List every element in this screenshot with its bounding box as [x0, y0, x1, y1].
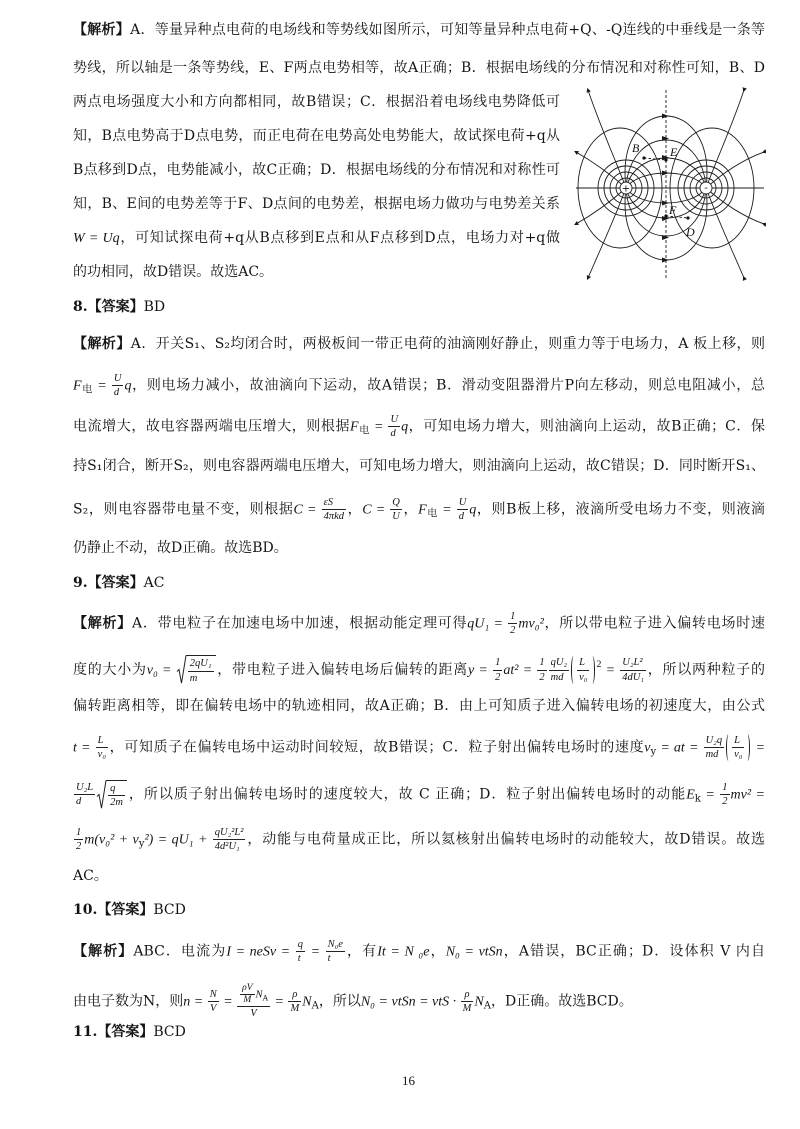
text-line [73, 938, 766, 965]
math-expression: v₀ [579, 671, 588, 683]
math-expression: ρ [292, 988, 298, 1000]
right-paren-shape [745, 734, 750, 761]
fraction [457, 496, 469, 523]
math-expression: U [113, 373, 122, 384]
text-run: 仍静止不动，故D正确。故选BD。 [73, 540, 288, 556]
fraction-numerator [108, 782, 125, 795]
bold-label: 10.【答案】 [73, 902, 154, 918]
fraction [74, 781, 95, 808]
text-line [73, 734, 765, 761]
math-expression: ρV [242, 983, 253, 993]
subscript: A [483, 1000, 492, 1012]
text-run: ，所以质子射出偏转电场时的速度较大，故 C 正确；D．粒子射出偏转电场时的动能 [127, 786, 687, 803]
fraction-numerator [732, 734, 744, 747]
text-run: AC [143, 575, 165, 591]
fraction-numerator [493, 656, 502, 669]
fraction [720, 781, 729, 808]
text-run: ，所以带电粒子进入偏转电场时速 [543, 615, 765, 632]
bold-label: 8.【答案】 [73, 299, 144, 315]
math-expression: F [73, 378, 82, 394]
fraction-numerator [326, 938, 345, 951]
text-run: ，可知试探电荷+q从B点移到E点和从F点移到D点，电场力对+q做 [119, 230, 560, 246]
label-b: B [632, 141, 640, 155]
answer-heading [73, 1020, 765, 1044]
math-expression: N [474, 994, 484, 1010]
math-expression: ²) = qU₁ + [144, 832, 212, 848]
fraction-numerator [322, 496, 346, 509]
fraction-denominator [188, 671, 214, 685]
fraction-numerator [461, 988, 474, 1001]
fraction [74, 826, 83, 853]
bold-label: 9.【答案】 [73, 575, 144, 591]
text-run: ，有 [345, 943, 378, 960]
text-line [73, 413, 766, 440]
fraction [288, 988, 301, 1015]
fraction-denominator [96, 747, 108, 761]
math-expression: V [210, 1002, 217, 1014]
bold-label: 【解析】 [73, 22, 131, 38]
math-expression: t = [73, 740, 95, 756]
math-expression: U₂L [76, 782, 94, 793]
fraction-denominator [549, 670, 569, 684]
text-line [73, 192, 560, 216]
fraction-numerator [74, 781, 95, 794]
fraction-denominator [390, 509, 402, 523]
text-run: ，D正确。故选BCD。 [491, 993, 633, 1010]
fraction [620, 656, 646, 683]
math-expression: 1 [76, 827, 82, 838]
text-run: A．开关S₁、S₂均闭合时，两极板间一带正电荷的油滴刚好静止，则重力等于电场力，A 板上移，则 [130, 336, 765, 352]
text-run: 知，B、E间的电势差等于F、D点间的电势差，根据电场力做功与电势差关系 [73, 196, 560, 212]
subscript: k [694, 793, 701, 805]
math-expression: M [290, 1002, 300, 1014]
square-root [177, 655, 216, 684]
point-d-dot [686, 216, 689, 219]
math-expression: L [734, 735, 740, 746]
fraction-numerator [188, 657, 214, 670]
fraction [390, 496, 402, 523]
subscript: 电 [358, 425, 370, 437]
text-run: ，带电粒子进入偏转电场后偏转的距离 [216, 662, 468, 678]
math-expression: = at = [656, 740, 703, 756]
fraction [213, 826, 246, 853]
text-run: 知，B点电势高于D点电势，而正电荷在电势高处电势能大，故试探电荷+q从 [73, 128, 560, 144]
fraction [322, 496, 346, 523]
text-run: A．等量异种点电荷的电场线和等势线如图所示，可知等量异种点电荷+Q、-Q连线的中垂线是一条等 [130, 22, 765, 38]
math-expression: = [438, 502, 456, 518]
math-expression: q [297, 939, 303, 950]
text-line [73, 158, 560, 182]
math-expression: y = [467, 663, 493, 678]
math-expression: q [469, 502, 477, 518]
subscript: 电 [81, 384, 94, 396]
text-run: BD [143, 299, 166, 315]
fraction [237, 983, 270, 1020]
text-run: ，可知电场力增大，则油滴向上运动，故B正确；C．保 [408, 418, 766, 435]
math-expression: q [401, 419, 409, 435]
text-run: BCD [153, 902, 186, 918]
fraction-denominator [74, 839, 83, 853]
radical-sign-icon [97, 780, 106, 809]
math-expression: v₀ [734, 749, 743, 761]
subscript: A [262, 993, 269, 1003]
outer-field-line [588, 188, 626, 278]
math-expression: = [700, 787, 720, 803]
fraction-denominator [326, 951, 345, 965]
answer-heading [73, 898, 765, 922]
math-expression: C = [293, 502, 321, 518]
fraction [508, 610, 517, 637]
math-expression: N [302, 994, 312, 1010]
math-expression: 4πkd [323, 511, 344, 523]
fraction-denominator [704, 747, 724, 761]
answer-heading [73, 571, 765, 595]
text-run: 两点电场强度大小和方向都相同，故B错误；C．根据沿着电场线电势降低可 [73, 94, 560, 110]
fraction-denominator [237, 1006, 270, 1020]
math-expression: at² = [503, 663, 537, 678]
math-expression: q [110, 783, 116, 794]
text-run: 势线，所以轴是一条等势线，E、F两点电势相等，故A正确；B．根据电场线的分布情况和对称性可知，B、D [73, 60, 765, 76]
fraction-numerator [288, 988, 301, 1001]
math-expression: 2 [539, 671, 545, 683]
math-expression: U [458, 497, 467, 508]
subscript: A [311, 1000, 319, 1012]
text-line [73, 260, 560, 284]
bold-label: 【解析】 [73, 336, 131, 352]
text-line [73, 90, 560, 114]
radical-sign-icon [177, 655, 186, 684]
fraction-denominator [457, 509, 469, 523]
answer-heading [73, 295, 765, 319]
page-number: 16 [402, 1073, 415, 1088]
fraction [208, 988, 219, 1015]
subscript: y [650, 746, 657, 758]
radicand [186, 655, 216, 684]
math-expression: d [76, 796, 82, 808]
math-expression: 4dU₁ [622, 671, 645, 683]
fraction-denominator [240, 994, 254, 1006]
fraction-denominator [296, 951, 305, 965]
math-expression: qU₂²L² [214, 827, 244, 838]
math-expression: 2qU₁ [189, 658, 212, 670]
math-expression: d [458, 511, 464, 523]
fraction-denominator [108, 795, 125, 809]
fraction-denominator [720, 794, 729, 808]
math-expression: m(v₀² + v [84, 832, 139, 848]
text-run: 偏转距离相等，即在偏转电场中的轨迹相同，故A正确；B．由上可知质子进入偏转电场的初速度大，由公式 [73, 698, 765, 714]
math-expression: = [93, 378, 111, 394]
field-arrow-icon [662, 114, 669, 119]
math-expression: 2 [76, 841, 82, 853]
math-expression: qU₂ [550, 657, 568, 669]
fraction-numerator [620, 656, 646, 669]
fraction-numerator [390, 496, 402, 509]
math-expression: 1 [722, 782, 728, 793]
text-run: ，所以 [318, 993, 361, 1010]
math-expression: N₀ = vtSn = vtS · [360, 994, 460, 1010]
fraction-numerator [96, 734, 108, 747]
bold-label: 11.【答案】 [73, 1024, 154, 1040]
text-line [73, 694, 765, 718]
text-line [73, 226, 560, 250]
field-arrow-icon [662, 171, 669, 176]
math-expression: qU₁ = [467, 616, 508, 632]
text-run: A．带电粒子在加速电场中加速，根据动能定理可得 [131, 615, 468, 632]
text-line [73, 372, 765, 399]
fraction-denominator [508, 623, 517, 637]
fraction-denominator [112, 385, 124, 399]
math-expression: U₂q [705, 735, 723, 746]
math-expression: n = [183, 994, 207, 1010]
math-expression: 1 [495, 657, 501, 669]
text-run: 的功相同，故D错误。故选AC。 [73, 264, 274, 280]
fraction [577, 656, 589, 683]
math-expression: εS [323, 497, 333, 508]
text-line [73, 610, 765, 637]
math-expression: v₀ = [146, 663, 176, 678]
fraction-denominator [74, 794, 95, 808]
fraction-numerator [549, 656, 569, 669]
fraction-numerator [720, 781, 729, 794]
fraction [188, 657, 214, 684]
fraction-numerator [74, 826, 83, 839]
negative-charge-sign: - [704, 183, 708, 194]
fraction-numerator [213, 826, 246, 839]
point-f-dot [664, 214, 667, 217]
math-expression: 1 [510, 611, 516, 622]
text-line [73, 124, 560, 148]
fraction [388, 413, 400, 440]
fraction-denominator [537, 670, 546, 684]
label-d: D [686, 225, 695, 239]
math-expression: d [113, 387, 120, 399]
fraction [296, 938, 305, 965]
bold-label: 【解析】 [73, 615, 132, 632]
radicand [106, 780, 127, 809]
math-expression: It = N ₀e [377, 944, 430, 960]
fraction [493, 656, 502, 683]
fraction-numerator [240, 983, 254, 994]
math-expression: U [392, 511, 400, 523]
math-expression: L [579, 657, 585, 669]
fraction [704, 734, 724, 761]
text-line [73, 454, 765, 478]
fraction-numerator [388, 413, 400, 426]
math-expression: L [97, 735, 104, 746]
fraction [108, 782, 125, 809]
field-arrow-icon [662, 258, 669, 263]
fraction-denominator [577, 670, 589, 684]
text-run: 持S₁闭合，断开S₂，则电容器两端电压增大，可知电场力增大，则油滴向上运动，故C错误；D．同时断开S₁、 [73, 458, 765, 474]
fraction [96, 734, 108, 761]
subscript: 电 [426, 508, 438, 520]
text-run: AC。 [73, 868, 108, 884]
math-expression: V [250, 1007, 257, 1019]
superscript: 2 [596, 659, 602, 670]
math-expression: = [219, 994, 237, 1010]
math-expression: ρ [464, 988, 470, 1000]
fraction [732, 734, 744, 761]
math-expression: 2 [722, 796, 728, 808]
math-expression: 2m [110, 797, 123, 809]
electric-field-diagram [574, 86, 766, 282]
point-e-dot [664, 158, 667, 161]
right-paren-shape [590, 656, 595, 683]
math-expression: = [271, 994, 288, 1010]
fraction-denominator [461, 1001, 474, 1015]
math-expression: 1 [539, 657, 545, 669]
fraction-numerator [457, 496, 469, 509]
parenthesized-group [571, 656, 595, 683]
math-expression: U₂L² [622, 657, 643, 669]
math-expression: d [390, 428, 396, 440]
point-b-dot [642, 156, 645, 159]
math-expression: M [243, 994, 252, 1005]
fraction-numerator [208, 988, 219, 1001]
fraction [112, 372, 124, 399]
label-e: E [670, 145, 678, 159]
fraction [461, 988, 474, 1015]
math-expression: N [255, 989, 263, 1001]
fraction [326, 938, 345, 965]
math-expression: q [124, 378, 132, 394]
square-root [97, 780, 127, 809]
fraction-numerator [537, 656, 546, 669]
label-f: F [669, 203, 677, 217]
bold-label: 【解析】 [73, 943, 134, 960]
math-expression: Q [392, 497, 400, 508]
paren-content [731, 734, 745, 761]
text-run: ，则B板上移，液滴所受电场力不变，则液滴 [476, 501, 766, 518]
text-line [73, 653, 766, 684]
fraction-denominator [388, 426, 400, 440]
text-line [73, 496, 766, 523]
text-run: ，A错误，BC正确；D．设体积 V 内自 [502, 943, 766, 960]
text-run: ，动能与电荷量成正比，所以氦核射出偏转电场时的动能较大，故D错误。故选 [246, 831, 766, 848]
radical-stroke [177, 656, 186, 684]
fraction-numerator [112, 372, 124, 385]
math-expression: md [550, 671, 564, 683]
fraction [537, 656, 546, 683]
math-expression: mv₀² [518, 616, 544, 632]
text-run: 度的大小为 [73, 662, 147, 678]
outer-field-line [588, 90, 626, 188]
text-run: ，可知质子在偏转电场中运动时间较短，故B错误；C．粒子射出偏转电场时的速度 [108, 739, 645, 756]
text-run: ， [402, 501, 419, 518]
math-expression: 4d²U₁ [214, 841, 240, 853]
math-expression: mv² = [730, 787, 766, 803]
text-run: ， [429, 943, 446, 960]
fraction-denominator [493, 670, 502, 684]
text-run: ， [346, 501, 363, 518]
math-expression: 2 [510, 625, 516, 637]
parenthesized-group [726, 734, 750, 761]
math-expression: = [369, 419, 388, 435]
math-expression: t [297, 953, 301, 965]
math-expression: E [686, 787, 695, 803]
radical-stroke [97, 780, 106, 808]
fraction-denominator [208, 1001, 219, 1015]
fraction-numerator [577, 656, 589, 669]
text-line [73, 826, 766, 853]
math-expression: 2 [495, 671, 501, 683]
text-run: 由电子数为N，则 [73, 993, 184, 1010]
text-run: ，则电场力减小，故油滴向下运动，故A错误；B．滑动变阻器滑片P向左移动，则总电阻减小，总 [131, 377, 765, 394]
math-expression: md [705, 749, 719, 761]
text-line [73, 56, 765, 80]
fraction-denominator [213, 839, 246, 853]
text-run: ABC．电流为 [133, 943, 227, 960]
math-expression: N [209, 988, 217, 1000]
subscript: y [138, 838, 145, 850]
fraction [240, 983, 254, 1006]
math-expression: W = Uq [73, 231, 120, 246]
text-run: ，所以两种粒子的 [647, 662, 766, 678]
math-expression: v [644, 740, 651, 756]
fraction-numerator [508, 610, 517, 623]
text-run: B点移到D点，电势能减小，故C正确；D．根据电场线的分布情况和对称性可 [73, 162, 560, 178]
fraction-denominator [620, 670, 646, 684]
math-expression: m [189, 672, 198, 684]
fraction-numerator [296, 938, 305, 951]
math-expression: = [601, 663, 620, 678]
math-expression: M [462, 1002, 472, 1014]
math-expression: = [305, 944, 325, 960]
text-line [73, 536, 765, 560]
fraction-numerator [704, 734, 724, 747]
field-arrow-icon [662, 201, 669, 206]
math-expression: F [350, 419, 359, 435]
text-line [73, 983, 765, 1019]
math-expression: v₀ [97, 749, 106, 761]
text-run: S₂，则电容器带电量不变，则根据 [73, 501, 294, 518]
fraction-numerator [237, 983, 270, 1006]
math-expression: U [390, 414, 399, 425]
text-line [73, 332, 765, 356]
math-expression: I = neSv = [226, 944, 295, 960]
math-expression: F [418, 502, 427, 518]
outer-field-line [706, 188, 744, 278]
math-expression: = [751, 740, 765, 756]
math-expression: C = [362, 502, 390, 518]
fraction-denominator [322, 509, 346, 523]
paren-content [576, 656, 590, 683]
math-expression: t [327, 953, 331, 965]
text-line [73, 780, 766, 809]
text-run: 电流增大，故电容器两端电压增大，则根据 [73, 418, 351, 435]
text-run: BCD [153, 1024, 186, 1040]
fraction-denominator [732, 747, 744, 761]
math-expression: N₀e [327, 939, 343, 950]
text-line [73, 18, 765, 42]
fraction [549, 656, 569, 683]
math-expression: N₀ = vtSn [445, 944, 503, 960]
text-line [73, 864, 765, 888]
positive-charge-sign: + [621, 183, 631, 195]
fraction-denominator [288, 1001, 301, 1015]
